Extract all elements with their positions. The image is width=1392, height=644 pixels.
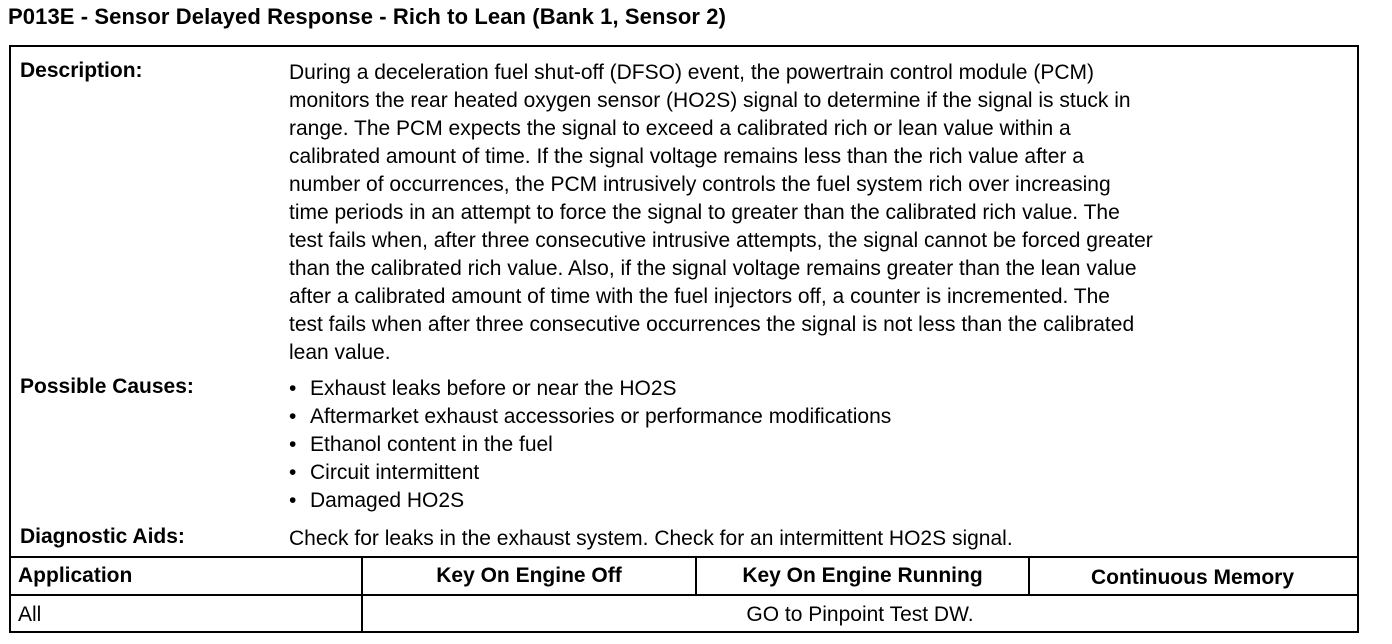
- table-header-key-on-engine-running: Key On Engine Running: [742, 564, 983, 587]
- description-line: after a calibrated amount of time with the fuel injectors off, a counter is incremented. The: [289, 285, 1110, 308]
- bullet-icon: •: [289, 377, 297, 400]
- list-item: • Exhaust leaks before or near the HO2S: [289, 375, 891, 403]
- page-title: P013E - Sensor Delayed Response - Rich to Lean (Bank 1, Sensor 2): [8, 4, 727, 29]
- table-divider: [11, 556, 1357, 558]
- list-item: • Damaged HO2S: [289, 487, 891, 515]
- dtc-info-table: [9, 45, 1359, 633]
- description-line: monitors the rear heated oxygen sensor (HO2S) signal to determine if the signal is stuck in: [289, 89, 1131, 112]
- table-cell-application: All: [18, 603, 42, 626]
- description-text: [289, 59, 1354, 367]
- description-line: test fails when after three consecutive occurrences the signal is not less than the calibrated: [289, 313, 1135, 336]
- description-label: Description:: [20, 59, 143, 82]
- description-line: test fails when, after three consecutive intrusive attempts, the signal cannot be forced greater: [289, 229, 1153, 252]
- bullet-icon: •: [289, 405, 297, 428]
- table-header-continuous-memory: Continuous Memory: [1091, 566, 1294, 589]
- table-header-application: Application: [18, 564, 133, 587]
- diagnostic-aids-text: Check for leaks in the exhaust system. Check for an intermittent HO2S signal.: [289, 527, 1013, 550]
- bullet-icon: •: [289, 433, 297, 456]
- description-line: number of occurrences, the PCM intrusively controls the fuel system rich over increasing: [289, 173, 1111, 196]
- table-header-key-on-engine-off: Key On Engine Off: [436, 564, 622, 587]
- table-divider: [11, 594, 1357, 596]
- bullet-icon: •: [289, 489, 297, 512]
- possible-causes-list: [289, 375, 891, 515]
- table-cell-action: GO to Pinpoint Test DW.: [746, 603, 974, 626]
- description-line: time periods in an attempt to force the signal to greater than the calibrated rich value. The: [289, 201, 1120, 224]
- bullet-icon: •: [289, 461, 297, 484]
- list-item: • Aftermarket exhaust accessories or performance modifications: [289, 403, 891, 431]
- description-line: range. The PCM expects the signal to exceed a calibrated rich or lean value within a: [289, 117, 1071, 140]
- description-line: lean value.: [289, 341, 391, 364]
- possible-causes-label: Possible Causes:: [20, 375, 194, 398]
- list-item: • Ethanol content in the fuel: [289, 431, 891, 459]
- description-line: than the calibrated rich value. Also, if the signal voltage remains greater than the lean value: [289, 257, 1137, 280]
- description-line: During a deceleration fuel shut-off (DFSO) event, the powertrain control module (PCM): [289, 61, 1094, 84]
- diagnostic-aids-label: Diagnostic Aids:: [20, 525, 185, 548]
- list-item: • Circuit intermittent: [289, 459, 891, 487]
- description-line: calibrated amount of time. If the signal voltage remains less than the rich value after a: [289, 145, 1084, 168]
